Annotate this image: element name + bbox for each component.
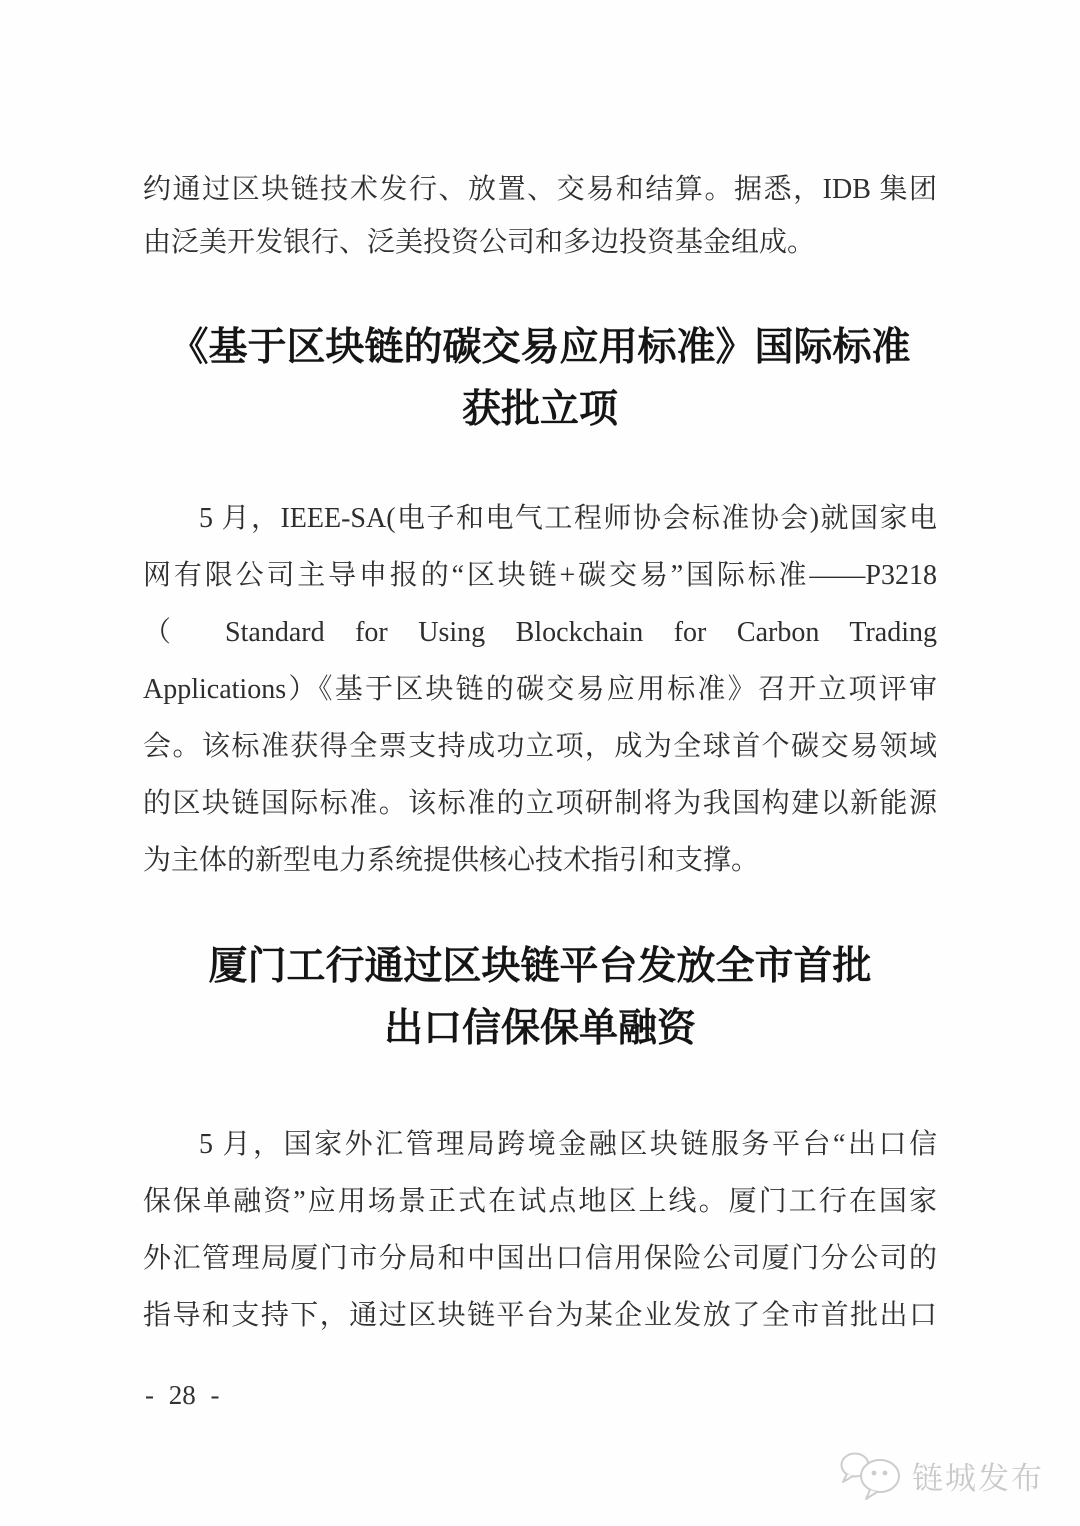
intro-paragraph-line: 由泛美开发银行、泛美投资公司和多边投资基金组成。 [143, 227, 816, 258]
article2-title-line: 厦门工行通过区块链平台发放全市首批 [208, 945, 872, 988]
article2-paragraph-line: 保保单融资”应用场景正式在试点地区上线。厦门工行在国家 [143, 1186, 937, 1217]
article1-paragraph-line: Applications）《基于区块链的碳交易应用标准》召开立项评审 [143, 674, 937, 705]
watermark [838, 1448, 1044, 1502]
article2-paragraph-line: 5 月，国家外汇管理局跨境金融区块链服务平台“出口信 [199, 1129, 937, 1160]
article1-paragraph-line: 网有限公司主导申报的“区块链+碳交易”国际标准——P3218 [143, 560, 937, 591]
article2-paragraph-line: 指导和支持下，通过区块链平台为某企业发放了全市首批出口 [143, 1300, 937, 1331]
article2-title [143, 936, 937, 1060]
article1-title-line: 《基于区块链的碳交易应用标准》国际标准 [169, 326, 911, 369]
article2-paragraph [143, 1116, 937, 1344]
page-number: - 28 - [145, 1380, 220, 1410]
article1-title-line: 获批立项 [461, 388, 618, 431]
intro-paragraph-line: 约通过区块链技术发行、放置、交易和结算。据悉，IDB 集团 [143, 174, 937, 205]
article1-paragraph-line: （ Standard for Using Blockchain for Carbon Trading [143, 617, 937, 648]
article1-paragraph-line: 的区块链国际标准。该标准的立项研制将为我国构建以新能源 [143, 788, 937, 819]
wechat-icon [838, 1448, 904, 1502]
watermark-label: 链城发布 [912, 1460, 1044, 1496]
article1-title [143, 317, 937, 441]
article1-paragraph-line: 为主体的新型电力系统提供核心技术指引和支撑。 [143, 845, 760, 876]
intro-paragraph [143, 163, 937, 269]
article2-paragraph-line: 外汇管理局厦门市分局和中国出口信用保险公司厦门分公司的 [143, 1243, 937, 1274]
article1-paragraph [143, 490, 937, 889]
article1-paragraph-line: 5 月，IEEE-SA(电子和电气工程师协会标准协会)就国家电 [199, 503, 937, 534]
article2-title-line: 出口信保保单融资 [383, 1007, 696, 1050]
article1-paragraph-line: 会。该标准获得全票支持成功立项，成为全球首个碳交易领域 [143, 731, 937, 762]
